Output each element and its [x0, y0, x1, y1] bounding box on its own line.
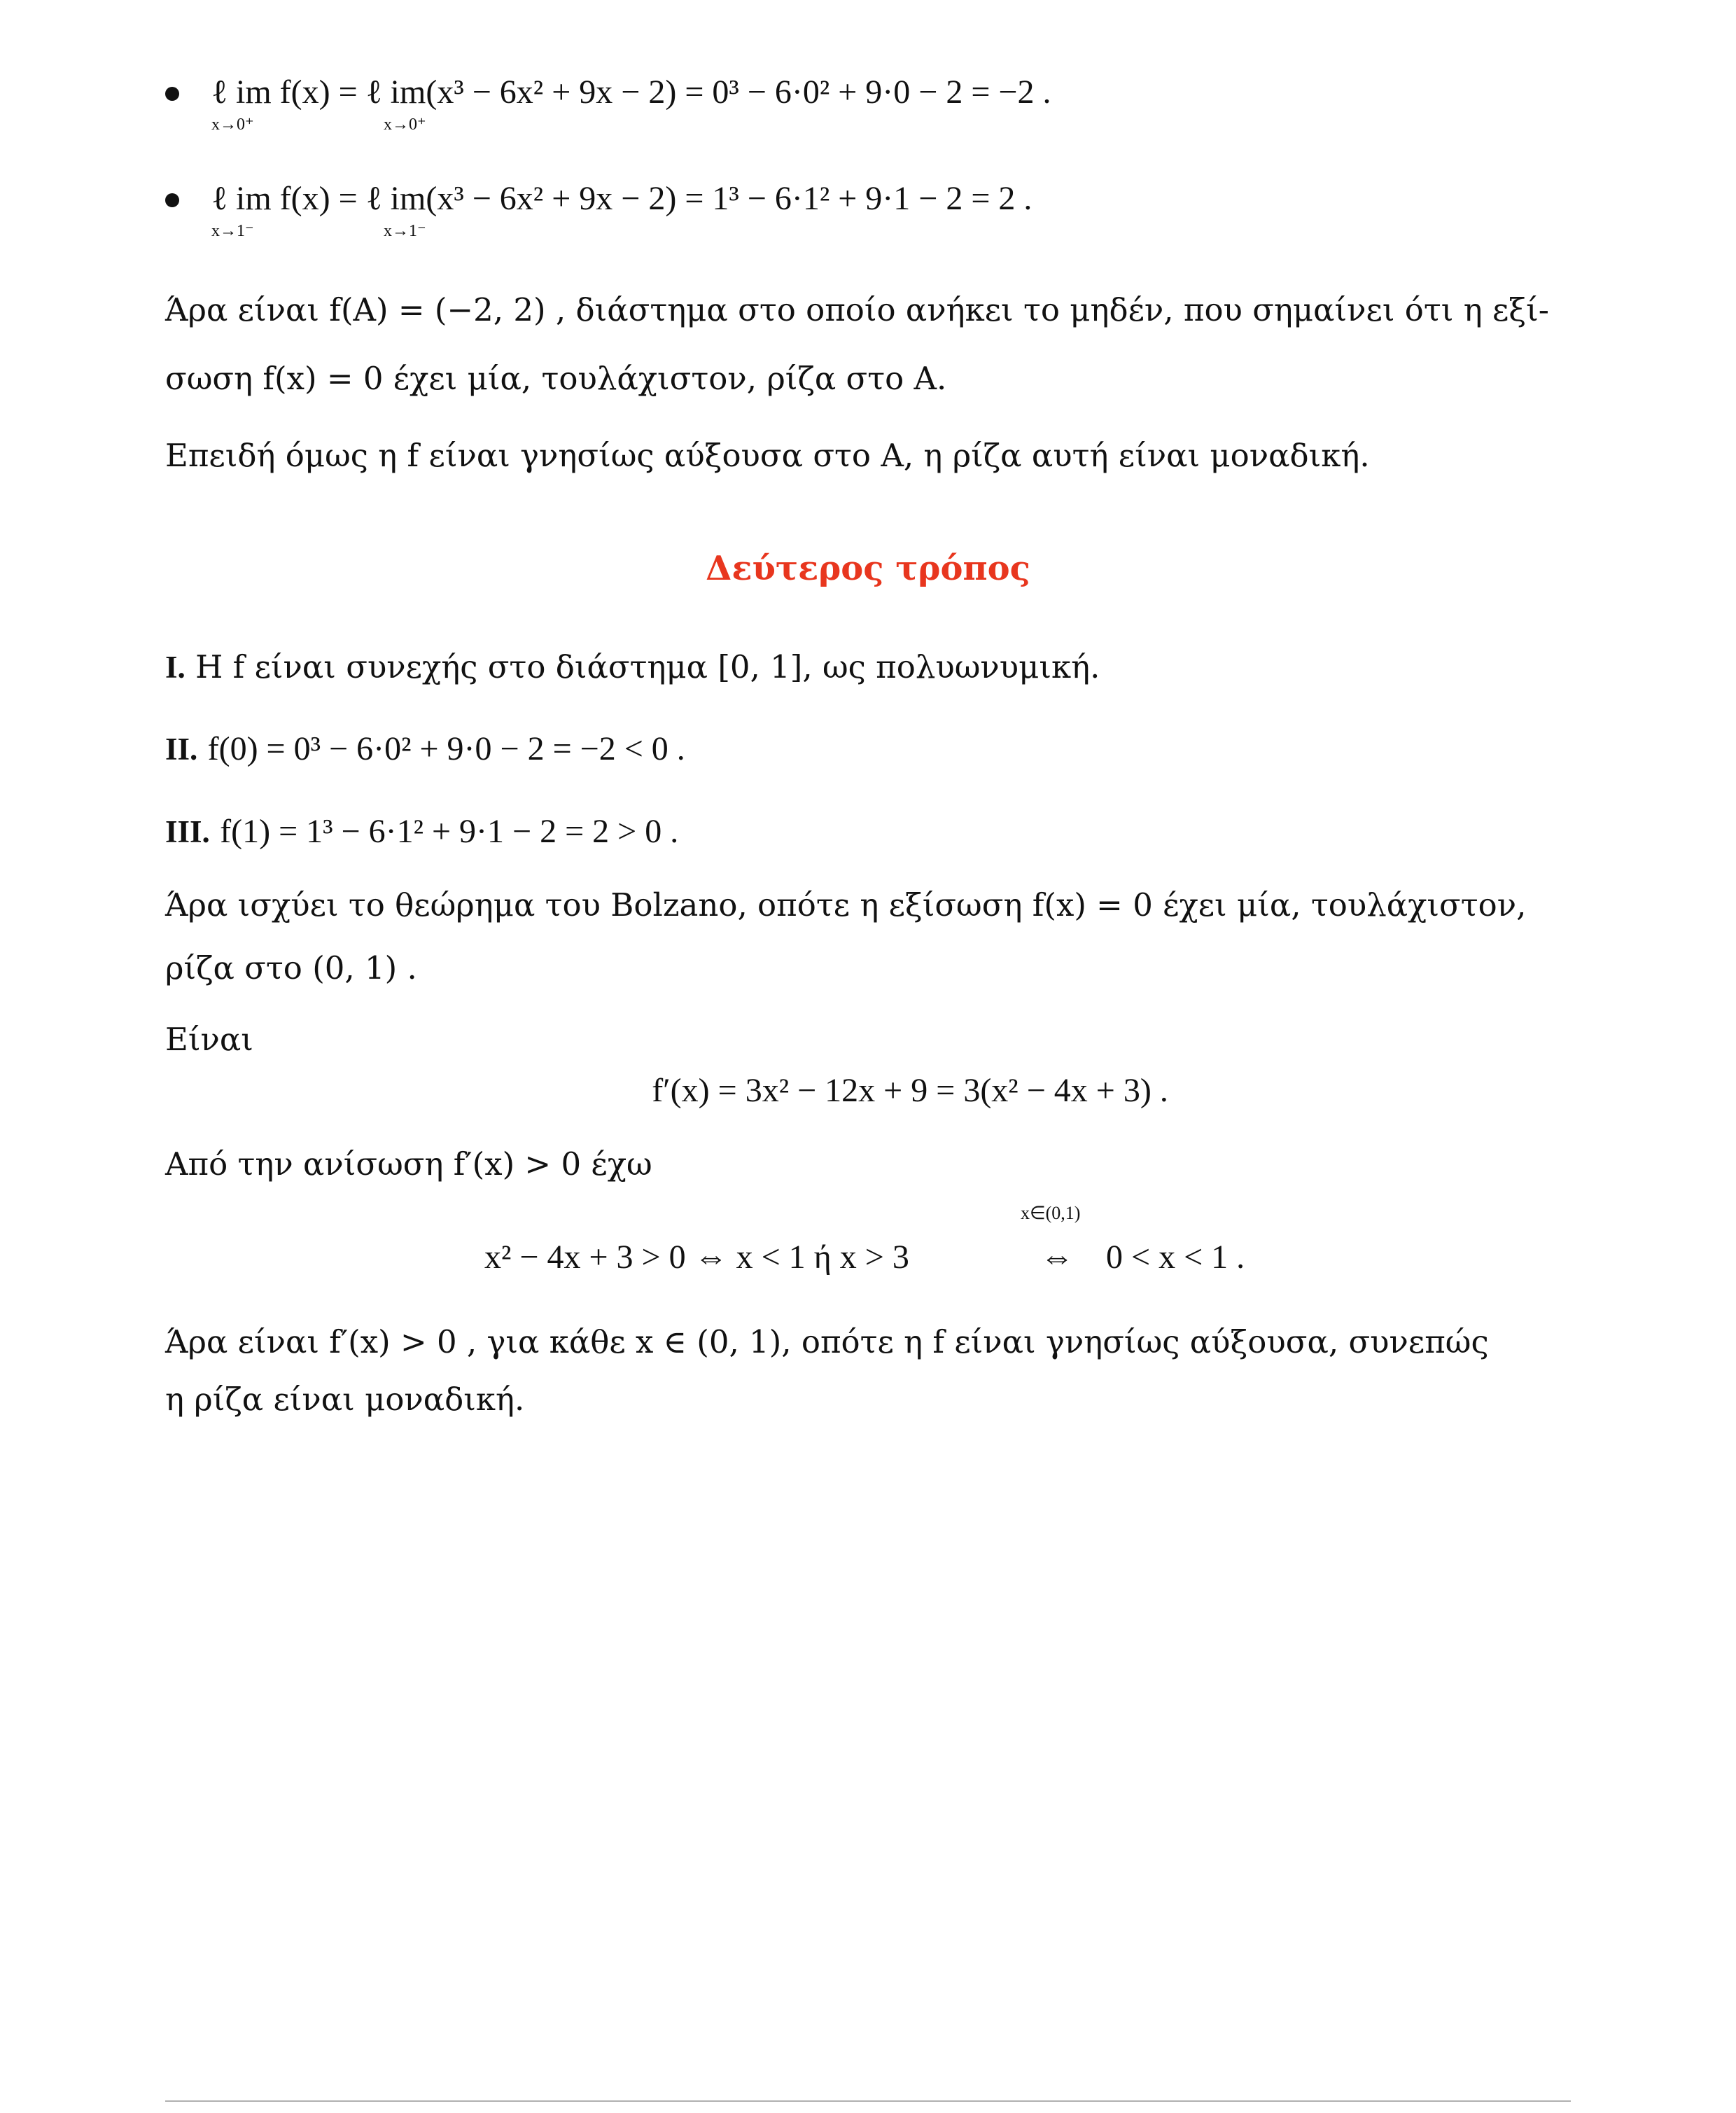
item-label: III.: [165, 814, 210, 849]
paragraph-range-line1: Άρα είναι f(A) = (−2, 2) , διάστημα στο οποίο ανήκει το μηδέν, που σημαίνει ότι η εξί-: [165, 291, 1549, 328]
paragraph-bolzano-line1: Άρα ισχύει το θεώρημα του Bolzano, οπότε η εξίσωση f(x) = 0 έχει μία, τουλάχιστον,: [165, 886, 1527, 923]
footer-divider: [165, 2100, 1571, 2102]
item-f0: [165, 732, 685, 766]
bullet-point: [165, 87, 179, 101]
derivative-equation: f′(x) = 3x² − 12x + 9 = 3(x² − 4x + 3) .: [652, 1072, 1168, 1109]
section-heading: Δεύτερος τρόπος: [706, 549, 1030, 588]
item-text: f(0) = 0³ − 6·0² + 9·0 − 2 = −2 < 0 .: [207, 730, 685, 767]
item-label: I.: [165, 650, 186, 685]
paragraph-range-line2: σωση f(x) = 0 έχει μία, τουλάχιστον, ρίζα στο A.: [165, 360, 947, 397]
limit-subscript-1a: x→0⁺: [211, 116, 254, 134]
bullet-point: [165, 193, 179, 207]
inequality-intro: Από την ανίσωση f′(x) > 0 έχω: [165, 1145, 652, 1183]
inequality-left: x² − 4x + 3 > 0 ⇔ x < 1 ή x > 3: [484, 1239, 909, 1276]
conclusion-line2: η ρίζα είναι μοναδική.: [165, 1381, 525, 1418]
word-einai: Είναι: [165, 1021, 253, 1058]
limit-expression-2: ℓ im f(x) = ℓ im(x³ − 6x² + 9x − 2) = 1³ − 6·1² + 9·1 − 2 = 2 .: [211, 180, 1032, 217]
inequality-condition: x∈(0,1): [1021, 1203, 1081, 1223]
item-label: II.: [165, 732, 198, 767]
limit-subscript-2b: x→1⁻: [384, 222, 426, 240]
paragraph-bolzano-line2: ρίζα στο (0, 1) .: [165, 949, 417, 986]
inequality-right: 0 < x < 1 .: [1106, 1239, 1245, 1276]
limit-subscript-1b: x→0⁺: [384, 116, 426, 134]
item-continuity: [165, 648, 1100, 685]
conclusion-line1: Άρα είναι f′(x) > 0 , για κάθε x ∈ (0, 1), οπότε η f είναι γνησίως αύξουσα, συνεπώς: [165, 1323, 1489, 1360]
inequality-arrow: ⇔: [1040, 1239, 1074, 1276]
limit-expression-1: ℓ im f(x) = ℓ im(x³ − 6x² + 9x − 2) = 0³ − 6·0² + 9·0 − 2 = −2 .: [211, 74, 1051, 111]
item-f1: [165, 815, 678, 849]
item-text: Η f είναι συνεχής στο διάστημα [0, 1], ως πολυωνυμική.: [195, 648, 1100, 685]
item-text: f(1) = 1³ − 6·1² + 9·1 − 2 = 2 > 0 .: [220, 813, 679, 850]
paragraph-uniqueness: Επειδή όμως η f είναι γνησίως αύξουσα στο A, η ρίζα αυτή είναι μοναδική.: [165, 437, 1370, 474]
limit-subscript-2a: x→1⁻: [211, 222, 254, 240]
